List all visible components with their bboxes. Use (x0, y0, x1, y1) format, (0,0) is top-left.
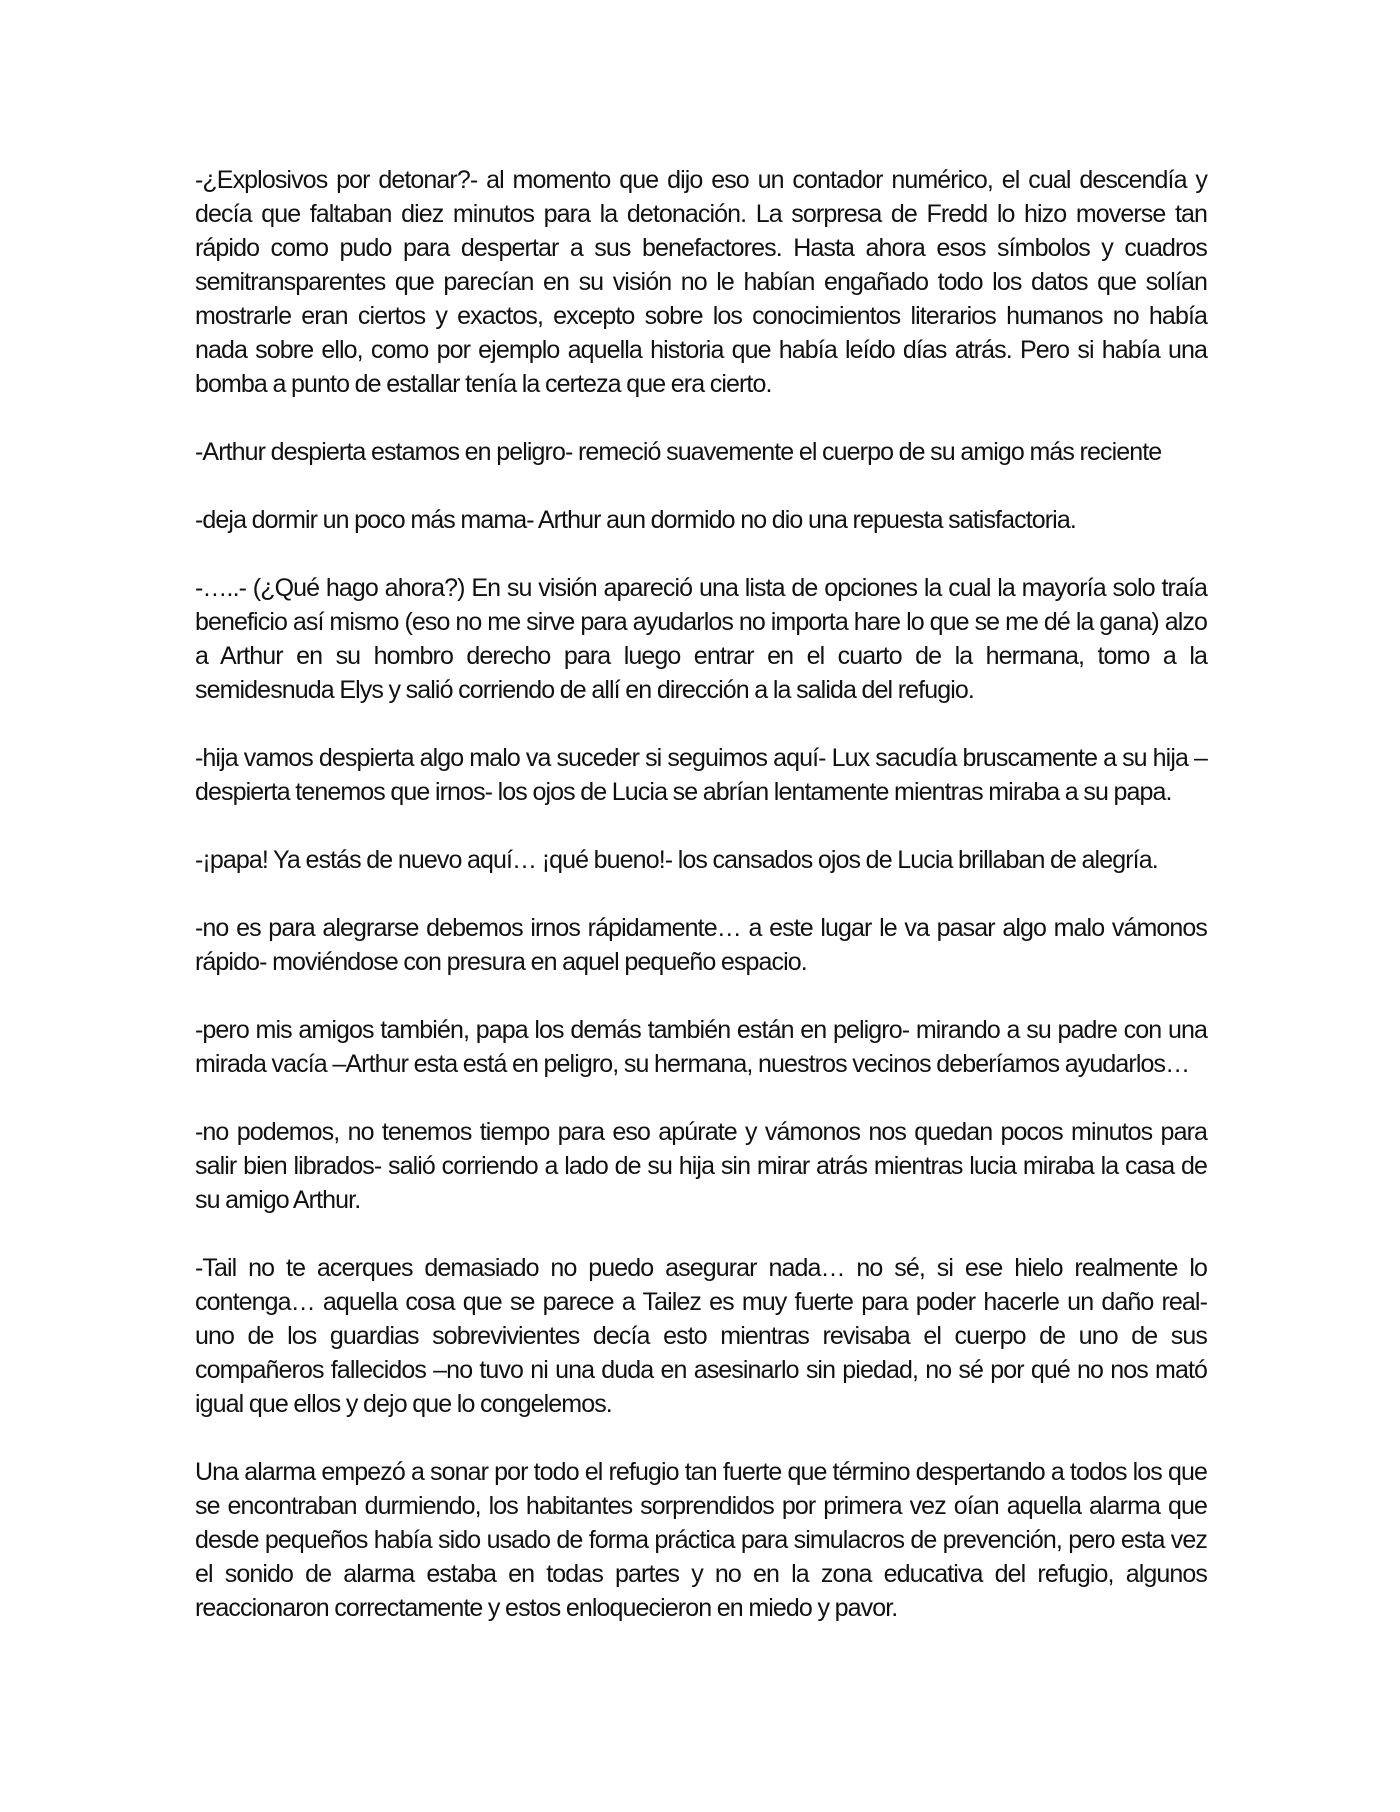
document-body (195, 163, 1207, 1659)
paragraph-una-alarma: Una alarma empezó a sonar por todo el refugio tan fuerte que término despertando a todos los que se encontraban durmiendo, los habitantes sorprendidos por primera vez oían aquella alarma que desde pequeños había sido usado de forma práctica para simulacros de prevención, pero esta vez el sonido de alarma estaba en todas partes y no en la zona educativa del refugio, algunos reaccionaron correctamente y estos enloquecieron en miedo y pavor. (195, 1458, 1207, 1622)
paragraph-explosivos: -¿Explosivos por detonar?- al momento que dijo eso un contador numérico, el cual descendía y decía que faltaban diez minutos para la detonación. La sorpresa de Fredd lo hizo moverse tan rápido como pudo para despertar a sus benefactores. Hasta ahora esos símbolos y cuadros semitransparentes que parecían en su visión no le habían engañado todo los datos que solían mostrarle eran ciertos y exactos, excepto sobre los conocimientos literarios humanos no había nada sobre ello, como por ejemplo aquella historia que había leído días atrás. Pero si había una bomba a punto de estallar tenía la certeza que era cierto. (195, 166, 1207, 398)
paragraph-papa-ya-estas: -¡papa! Ya estás de nuevo aquí… ¡qué bueno!- los cansados ojos de Lucia brillaban de alegría. (195, 846, 1158, 874)
paragraph-no-podemos: -no podemos, no tenemos tiempo para eso apúrate y vámonos nos quedan pocos minutos para salir bien librados- salió corriendo a lado de su hija sin mirar atrás mientras lucia miraba la casa de su amigo Arthur. (195, 1118, 1207, 1214)
paragraph-hija-vamos: -hija vamos despierta algo malo va suceder si seguimos aquí- Lux sacudía bruscamente a su hija –despierta tenemos que irnos- los ojos de Lucia se abrían lentamente mientras miraba a su papa. (195, 744, 1207, 806)
paragraph-no-es-para-alegrarse: -no es para alegrarse debemos irnos rápidamente… a este lugar le va pasar algo malo vámonos rápido- moviéndose con presura en aquel pequeño espacio. (195, 914, 1207, 976)
paragraph-que-hago-ahora: -…..- (¿Qué hago ahora?) En su visión apareció una lista de opciones la cual la mayoría solo traía beneficio así mismo (eso no me sirve para ayudarlos no importa hare lo que se me dé la gana) alzo a Arthur en su hombro derecho para luego entrar en el cuarto de la hermana, tomo a la semidesnuda Elys y salió corriendo de allí en dirección a la salida del refugio. (195, 574, 1207, 704)
paragraph-tail-no-te-acerques: -Tail no te acerques demasiado no puedo asegurar nada… no sé, si ese hielo realmente lo contenga… aquella cosa que se parece a Tailez es muy fuerte para poder hacerle un daño real- uno de los guardias sobrevivientes decía esto mientras revisaba el cuerpo de uno de sus compañeros fallecidos –no tuvo ni una duda en asesinarlo sin piedad, no sé por qué no nos mató igual que ellos y dejo que lo congelemos. (195, 1254, 1207, 1418)
paragraph-arthur-despierta: -Arthur despierta estamos en peligro- remeció suavemente el cuerpo de su amigo más reciente (195, 438, 1162, 466)
paragraph-pero-mis-amigos: -pero mis amigos también, papa los demás también están en peligro- mirando a su padre con una mirada vacía –Arthur esta está en peligro, su hermana, nuestros vecinos deberíamos ayudarlos… (195, 1016, 1207, 1078)
paragraph-deja-dormir: -deja dormir un poco más mama- Arthur aun dormido no dio una repuesta satisfactoria. (195, 506, 1076, 534)
